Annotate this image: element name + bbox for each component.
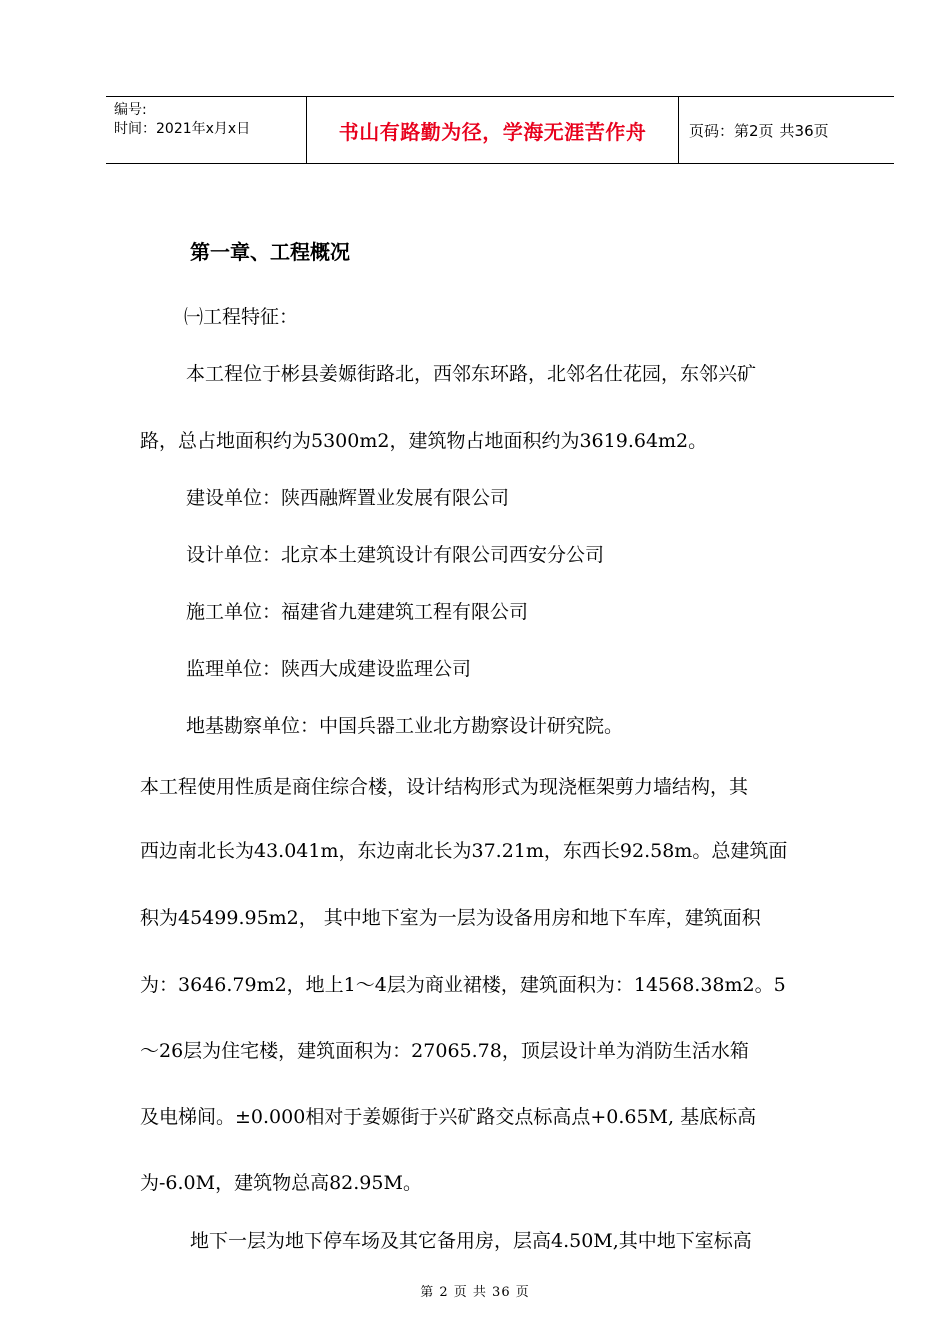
paragraph-line: 建设单位：陕西融辉置业发展有限公司: [186, 487, 510, 509]
header-page-info: [679, 97, 894, 163]
paragraph-line: 西边南北长为43.041m，东边南北长为37.21m，东西长92.58m。总建筑面: [140, 840, 788, 862]
paragraph-line: 地下一层为地下停车场及其它备用房，层高4.50M,其中地下室标高: [190, 1230, 752, 1252]
page-header: [106, 96, 894, 164]
motto-text: 书山有路勤为径，学海无涯苦作舟: [338, 119, 647, 144]
paragraph-line: 设计单位：北京本土建筑设计有限公司西安分公司: [186, 544, 605, 566]
paragraph-line: 为：3646.79m2，地上1～4层为商业裙楼，建筑面积为：14568.38m2。5: [140, 974, 786, 996]
page-number-label: 页码：第2页: [689, 121, 774, 140]
section-title: ㈠工程特征：: [184, 306, 299, 328]
page-footer: 第 2 页 共 36 页: [420, 1285, 530, 1300]
document-time-label: 时间：2021年x月x日: [114, 121, 251, 137]
paragraph-line: 路，总占地面积约为5300m2，建筑物占地面积约为3619.64m2。: [140, 430, 708, 452]
paragraph-line: 地基勘察单位：中国兵器工业北方勘察设计研究院。: [186, 715, 624, 737]
paragraph-line: ～26层为住宅楼，建筑面积为：27065.78，顶层设计单为消防生活水箱: [140, 1040, 749, 1062]
paragraph-line: 及电梯间。±0.000相对于姜嫄街于兴矿路交点标高点+0.65M, 基底标高: [140, 1106, 757, 1128]
header-motto: [306, 97, 679, 163]
paragraph-line: 积为45499.95m2， 其中地下室为一层为设备用房和地下车库，建筑面积: [140, 907, 761, 929]
paragraph-line: 监理单位：陕西大成建设监理公司: [186, 658, 472, 680]
chapter-title: 第一章、工程概况: [190, 240, 350, 264]
paragraph-line: 施工单位：福建省九建建筑工程有限公司: [186, 601, 529, 623]
paragraph-line: 本工程使用性质是商住综合楼，设计结构形式为现浇框架剪力墙结构，其: [140, 776, 749, 798]
header-meta: [106, 97, 306, 163]
paragraph-line: 本工程位于彬县姜嫄街路北，西邻东环路，北邻名仕花园，东邻兴矿: [186, 363, 757, 385]
document-number-label: 编号:: [114, 102, 147, 118]
page-total-label: 共36页: [779, 121, 829, 140]
paragraph-line: 为-6.0M，建筑物总高82.95M。: [140, 1172, 422, 1194]
